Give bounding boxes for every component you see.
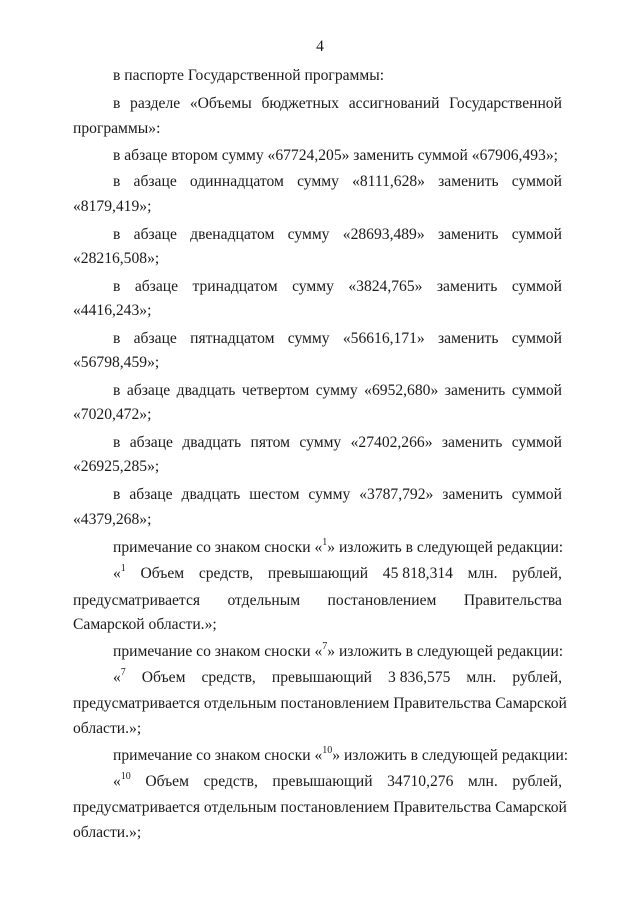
word: двенадцатом — [190, 226, 275, 243]
word: абзаце — [133, 226, 177, 243]
footnote-marker: 7 — [322, 640, 328, 652]
word: четвертом — [241, 382, 310, 399]
justified-line — [113, 277, 562, 297]
text-line: предусматривается отдельным постановлением Правительства Самарской — [73, 695, 567, 712]
justified-line — [113, 94, 562, 114]
word: пятом — [250, 434, 290, 451]
justified-line — [113, 433, 562, 453]
word: суммой — [511, 434, 562, 451]
word: рублей, — [512, 565, 562, 582]
word: в — [113, 95, 121, 112]
word: бюджетных — [261, 95, 340, 112]
text-line: в паспорте Государственной программы: — [113, 67, 385, 84]
word: отдельным — [227, 592, 301, 609]
word: сумму — [297, 173, 339, 190]
footnote-intro-1 — [113, 538, 563, 558]
text-line: «28216,508»; — [73, 250, 160, 267]
word: шестом — [249, 486, 300, 503]
text-line: области.»; — [73, 720, 142, 737]
word: абзаце — [134, 278, 179, 295]
word: превышающий — [267, 565, 369, 582]
word: заменить — [436, 278, 498, 295]
text-line: «56798,459»; — [73, 354, 160, 371]
footnote-text-line — [113, 668, 562, 688]
word: пятнадцатом — [190, 330, 275, 347]
word: двадцать — [182, 434, 242, 451]
word: заменить — [442, 486, 503, 503]
word: «6952,680» — [364, 382, 439, 399]
justified-line — [73, 591, 562, 611]
justified-line — [113, 172, 562, 192]
footnote-marker: 1 — [120, 562, 126, 574]
word: постановлением — [327, 592, 437, 609]
word: 3 836,575 — [388, 669, 451, 686]
footnote-text-line — [113, 564, 562, 584]
word: средств, — [198, 565, 254, 582]
word: заменить — [437, 226, 499, 243]
text-line: в абзаце втором сумму «67724,205» заменить суммой «67906,493»; — [113, 147, 558, 164]
word: в — [113, 173, 121, 190]
word: рублей, — [512, 773, 562, 790]
text-line: программы»: — [73, 120, 161, 137]
text-segment: » изложить в следующей редакции: — [327, 643, 564, 660]
word: Правительства — [463, 592, 562, 609]
word: абзаце — [129, 486, 173, 503]
word: рублей, — [512, 669, 562, 686]
text-segment: примечание со знаком сноски « — [113, 747, 323, 764]
footnote-intro-7 — [113, 642, 563, 662]
word: «Объемы — [189, 95, 252, 112]
text-line: «4416,243»; — [73, 302, 152, 319]
text-line: предусматривается отдельным постановлением Правительства Самарской — [73, 799, 567, 816]
word: 34710,276 — [387, 773, 454, 790]
text-segment: » изложить в следующей редакции: — [327, 539, 564, 556]
word: Государственной — [449, 95, 562, 112]
word: «56616,171» — [342, 330, 425, 347]
word: тринадцатом — [192, 278, 278, 295]
word: Объем — [140, 565, 185, 582]
text-line: «26925,285»; — [73, 458, 160, 475]
footnote-open — [113, 668, 126, 688]
text-line: «7020,472»; — [73, 406, 152, 423]
word: «3824,765» — [348, 278, 423, 295]
footnote-intro-10 — [113, 746, 568, 766]
word: в — [113, 330, 121, 347]
word: сумму — [299, 434, 342, 451]
word: абзаце — [126, 382, 171, 399]
justified-line — [113, 329, 562, 349]
word: сумму — [308, 486, 351, 503]
word: млн. — [467, 565, 498, 582]
footnote-marker: 7 — [120, 666, 126, 678]
footnote-text-line — [113, 772, 562, 792]
word: разделе — [130, 95, 181, 112]
word: средств, — [201, 669, 256, 686]
text-line: «8179,419»; — [73, 198, 152, 215]
word: сумму — [287, 226, 330, 243]
word: Объем — [145, 773, 189, 790]
justified-line — [113, 381, 562, 401]
word: Объем — [141, 669, 186, 686]
word: двадцать — [181, 486, 241, 503]
footnote-open — [113, 564, 126, 584]
page-number: 4 — [316, 38, 324, 55]
word: суммой — [511, 382, 562, 399]
word: суммой — [511, 486, 562, 503]
footnote-marker: 10 — [322, 744, 333, 756]
word: заменить — [438, 173, 499, 190]
word: заменить — [441, 434, 503, 451]
word: средств, — [203, 773, 258, 790]
text-segment: « — [113, 565, 121, 582]
text-segment: » изложить в следующей редакции: — [332, 747, 569, 764]
footnote-open — [113, 772, 131, 792]
word: сумму — [315, 382, 358, 399]
word: в — [113, 382, 121, 399]
footnote-marker: 10 — [120, 770, 131, 782]
word: заменить — [438, 330, 499, 347]
word: абзаце — [133, 330, 177, 347]
word: предусматривается — [73, 592, 201, 609]
word: в — [113, 434, 121, 451]
justified-line — [113, 225, 562, 245]
word: абзаце — [133, 173, 177, 190]
word: «8111,628» — [352, 173, 425, 190]
word: одиннадцатом — [189, 173, 284, 190]
word: «27402,266» — [350, 434, 433, 451]
word: заменить — [444, 382, 506, 399]
text-line: Самарской области.»; — [73, 616, 217, 633]
word: суммой — [511, 330, 562, 347]
text-line: «4379,268»; — [73, 511, 152, 528]
word: суммой — [511, 226, 562, 243]
justified-line — [113, 485, 562, 505]
word: млн. — [466, 669, 497, 686]
word: сумму — [292, 278, 334, 295]
word: млн. — [467, 773, 498, 790]
word: в — [113, 486, 121, 503]
text-segment: примечание со знаком сноски « — [113, 539, 323, 556]
word: 45 818,314 — [382, 565, 453, 582]
word: «28693,489» — [342, 226, 425, 243]
text-line: области.»; — [73, 824, 142, 841]
word: ассигнований — [348, 95, 440, 112]
word: суммой — [511, 173, 562, 190]
word: в — [113, 226, 121, 243]
word: превышающий — [272, 773, 373, 790]
word: двадцать — [176, 382, 236, 399]
word: сумму — [287, 330, 330, 347]
text-segment: « — [113, 669, 121, 686]
word: превышающий — [271, 669, 373, 686]
word: суммой — [511, 278, 562, 295]
text-segment: примечание со знаком сноски « — [113, 643, 323, 660]
word: в — [113, 278, 121, 295]
word: абзаце — [129, 434, 173, 451]
word: «3787,792» — [359, 486, 434, 503]
footnote-marker: 1 — [322, 536, 328, 548]
text-segment: « — [113, 773, 121, 790]
